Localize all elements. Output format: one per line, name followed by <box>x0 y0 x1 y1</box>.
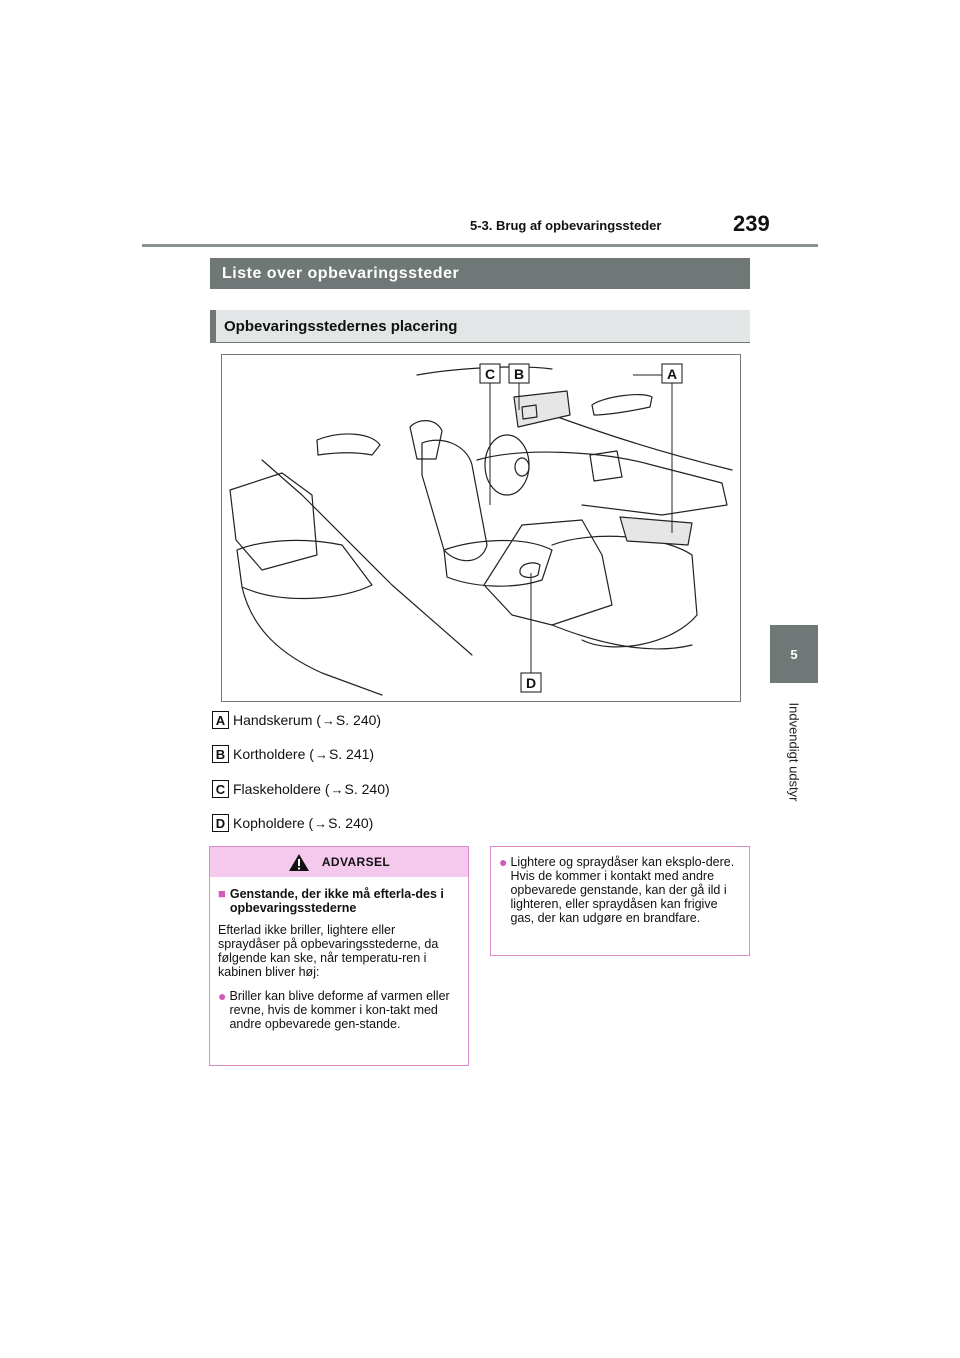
arrow-icon: → <box>321 712 335 728</box>
car-interior-drawing <box>222 355 740 701</box>
legend-letter-c: C <box>212 780 229 798</box>
arrow-icon: → <box>330 781 344 797</box>
legend-ref-c[interactable]: S. 240) <box>344 781 390 797</box>
legend-label-c: Flaskeholdere ( <box>233 781 330 797</box>
passenger-seat <box>552 536 697 647</box>
warning-intro: Efterlad ikke briller, lightere eller spraydåser på opbevaringsstederne, da følgende kan ske, når temperatu-ren i kabinen bliver høj: <box>218 923 439 979</box>
windshield-line <box>552 415 732 470</box>
legend-letter-a: A <box>212 711 229 729</box>
chapter-number: 5 <box>790 646 798 662</box>
warning-bullet-1 <box>218 989 460 1031</box>
door-panel <box>262 460 472 655</box>
round-bullet-icon: ● <box>499 854 508 870</box>
legend-ref-d[interactable]: S. 240) <box>328 815 374 831</box>
warning-subheading-row <box>218 887 460 915</box>
page-number: 239 <box>733 211 770 236</box>
dashboard <box>477 452 727 515</box>
chapter-tab <box>770 625 818 683</box>
warning-header <box>210 847 468 877</box>
chapter-title: Indvendigt udstyr <box>786 702 802 802</box>
legend-letter-b: B <box>212 745 229 763</box>
legend-label-d: Kopholdere ( <box>233 815 314 831</box>
legend-letter-d: D <box>212 814 229 832</box>
warning-subheading: Genstande, der ikke må efterla-des i opbevaringsstederne <box>229 887 444 915</box>
subsection-rule <box>210 342 750 343</box>
subsection-title-text: Opbevaringsstedernes placering <box>224 317 458 335</box>
arrow-icon: → <box>314 746 328 762</box>
steering-hub <box>515 458 529 476</box>
interior-illustration <box>221 354 741 702</box>
legend-ref-b[interactable]: S. 241) <box>328 746 375 762</box>
section-title-text: Liste over opbevaringssteder <box>222 264 460 282</box>
center-console <box>484 520 612 625</box>
legend-item-b <box>212 744 374 764</box>
glovebox <box>620 517 692 545</box>
callout-label-d: D <box>525 675 537 691</box>
legend-item-a <box>212 710 381 730</box>
cup-holder <box>520 563 540 578</box>
warning-bullet-1-text: Briller kan blive deforme af varmen eller revne, hvis de kommer i kon-takt med andre opbevarede gen-stande. <box>229 989 450 1031</box>
rearview-mirror <box>592 395 652 415</box>
chapter-side-label <box>764 692 824 812</box>
warning-heading: ADVARSEL <box>321 855 391 869</box>
callout-label-b: B <box>513 366 525 382</box>
steering-wheel <box>485 435 529 495</box>
arrow-icon: → <box>314 815 328 831</box>
legend-item-d <box>212 813 373 833</box>
rear-seat-back <box>230 473 317 570</box>
floor-line <box>552 625 692 649</box>
callout-label-a: A <box>666 366 678 382</box>
warning-bullet-2-text: Lightere og spraydåser kan eksplo-dere. Hvis de kommer i kontakt med andre opbevarede genstande, kan der gå ild i lighteren, eller spraydåsen kan frigive gas, der kan udgøre en brandfare. <box>510 855 735 925</box>
rear-headrest <box>317 434 380 455</box>
warning-bullet-2 <box>499 855 741 925</box>
warning-body <box>210 877 468 1039</box>
section-header: 5-3. Brug af opbevaringssteder <box>470 218 662 233</box>
legend-ref-a[interactable]: S. 240) <box>335 712 382 728</box>
rear-cushion <box>237 540 372 598</box>
header-rule <box>142 244 818 247</box>
legend-item-c <box>212 779 390 799</box>
round-bullet-icon: ● <box>218 988 227 1004</box>
legend-label-a: Handskerum ( <box>233 712 321 728</box>
warning-box-continued <box>490 846 750 956</box>
legend-label-b: Kortholdere ( <box>233 746 314 762</box>
rear-seat-front <box>242 587 382 695</box>
callout-label-c: C <box>484 366 496 382</box>
subsection-title <box>210 310 750 342</box>
section-title <box>210 258 750 289</box>
warning-triangle-icon <box>288 853 310 872</box>
warning-box <box>209 846 469 1066</box>
square-bullet-icon: ■ <box>218 886 226 901</box>
